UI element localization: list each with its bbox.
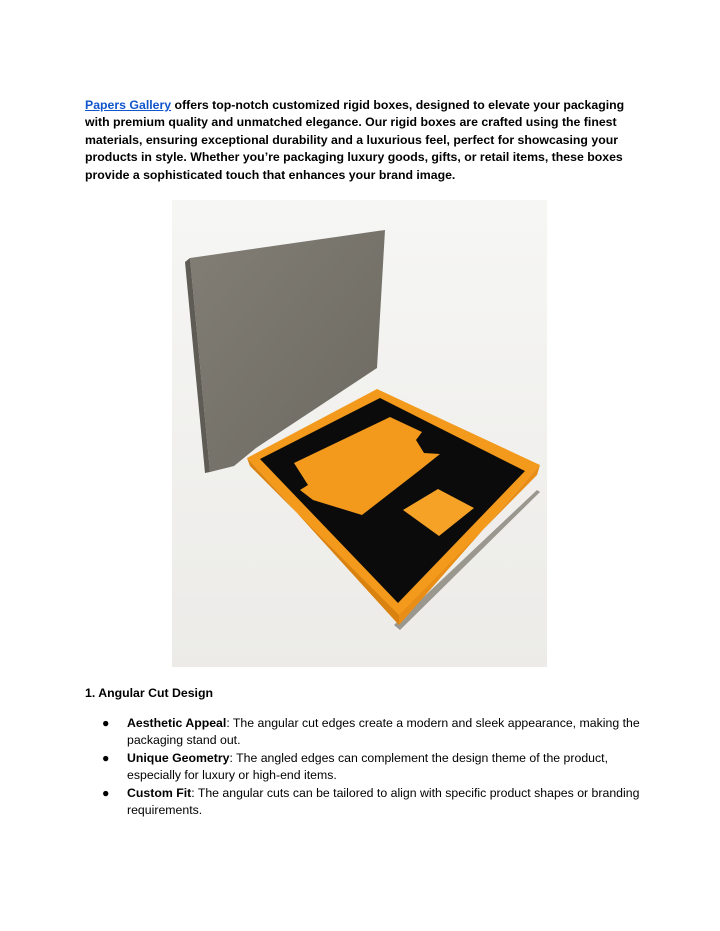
item-text: : The angular cut edges create a modern and sleek appearance, making the packaging stand out.: [127, 716, 640, 748]
bullet-icon: ●: [102, 785, 110, 800]
papers-gallery-link[interactable]: Papers Gallery: [85, 98, 172, 112]
list-item: [85, 750, 645, 785]
feature-list: [85, 715, 645, 819]
intro-paragraph: [85, 97, 645, 184]
intro-text: offers top-notch customized rigid boxes, designed to elevate your packaging with premium quality and unmatched elegance. Our rigid boxes are crafted using the finest materials, ensuring exceptional durability and a luxurious feel, perfect for showcasing your products in style. Whether you’re packaging luxury goods, gifts, or retail items, these boxes provide a sophisticated touch that enhances your brand image.: [85, 98, 625, 182]
section-heading: 1. Angular Cut Design: [85, 686, 213, 700]
bullet-icon: ●: [102, 750, 110, 765]
item-text: : The angular cuts can be tailored to align with specific product shapes or branding requirements.: [127, 785, 640, 818]
list-item: [85, 785, 645, 820]
item-term: Aesthetic Appeal: [127, 716, 227, 730]
bullet-icon: ●: [102, 716, 110, 730]
item-term: Unique Geometry: [127, 750, 230, 765]
item-term: Custom Fit: [127, 785, 192, 800]
item-text: : The angled edges can complement the design theme of the product, especially for luxury or high-end items.: [127, 750, 608, 783]
list-item: [85, 715, 645, 750]
rigid-box-illustration: [172, 200, 547, 667]
product-photo: [172, 200, 547, 667]
